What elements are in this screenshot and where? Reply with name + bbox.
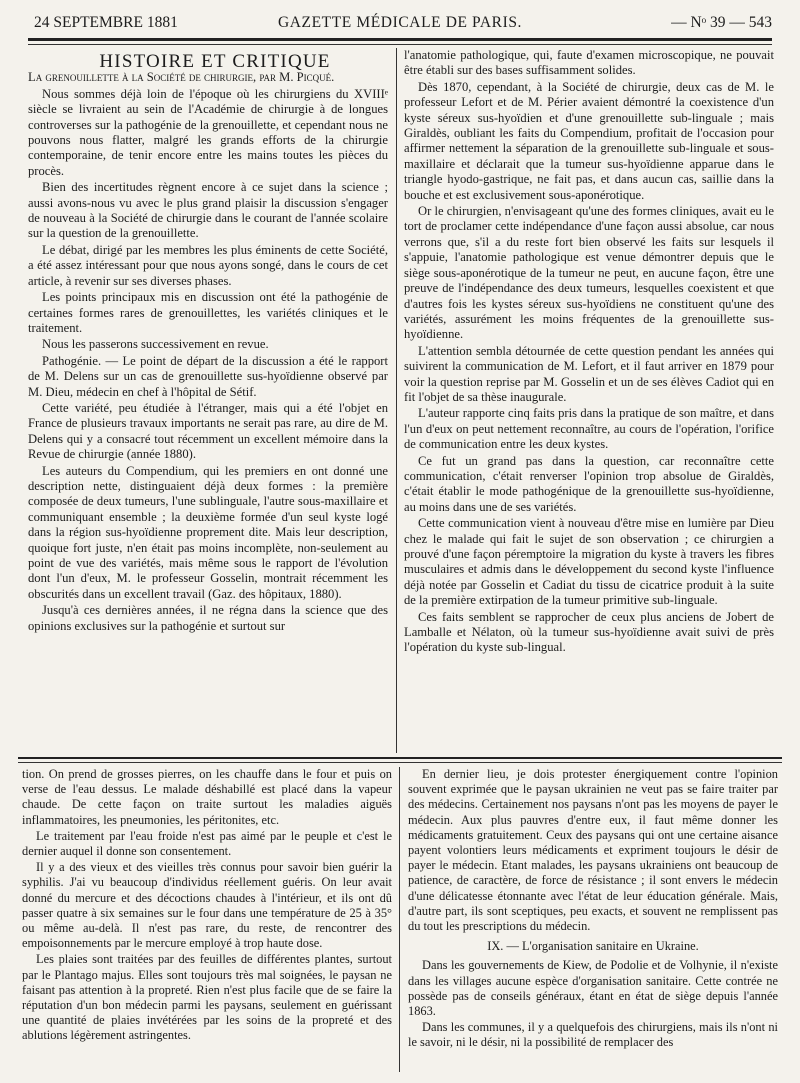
paragraph: Les points principaux mis en discussion ont été la pathogénie de certaines formes rares de grenouillettes, les variétés cliniques et le traitement. (28, 290, 388, 335)
column-top-left (28, 54, 388, 754)
paragraph: Dans les communes, il y a quelquefois des chirurgiens, mais ils n'ont ni le savoir, ni le désir, ni la possibilité de remplacer des (408, 1020, 778, 1050)
paragraph: Dès 1870, cependant, à la Société de chirurgie, deux cas de M. le professeur Lefort et de M. Périer avaient démontré la coexistence d'un kyste séreux sus-hyoïdien et d'une grenouillette sub-linguale ; mais Giraldès, oubliant les faits du Compendium, profitait de l'occasion pour affirmer nettement la séparation de la grenouillette sub-linguale et sous-maxillaire et déclarait que la tumeur sus-hyoïdienne apparue dans le triangle hyodo-gastrique, ne fait pas, et dans aucun cas, saillie dans la bouche et est exclusivement sous-aponérotique. (404, 79, 774, 202)
section-title-ix: IX. — L'organisation sanitaire en Ukraine. (487, 939, 699, 954)
section-rule-thick (18, 757, 782, 759)
header-rule-thick (28, 38, 772, 41)
column-divider-bottom (399, 767, 400, 1072)
section-heading: HISTOIRE ET CRITIQUE (99, 54, 331, 72)
column-divider-top (396, 48, 397, 753)
article-title: La grenouillette à la Société de chirurgie, par M. Picqué. (28, 70, 335, 85)
paragraph: Ces faits semblent se rapprocher de ceux plus anciens de Jobert de Lamballe et Nélaton, où la tumeur sus-hyoïdienne avait suivi de près l'opération du kyste sub-lingual. (404, 609, 774, 655)
header-rule-thin (28, 44, 772, 45)
paragraph: Nous sommes déjà loin de l'époque où les chirurgiens du XVIIIᵉ siècle se livraient au sein de l'Académie de chirurgie à de longues controverses sur la pathogénie de la grenouillette, et cependant nous ne pouvons nous flatter, malgré les grands efforts de la chirurgie contemporaine, de tenir encore entre les mains toutes les pièces du procès. (28, 86, 388, 178)
page-header (28, 10, 772, 36)
paragraph: Nous les passerons successivement en revue. (42, 337, 269, 352)
header-date: 24 SEPTEMBRE 1881 (34, 14, 178, 31)
paragraph: Cette variété, peu étudiée à l'étranger, mais qui a été l'objet en France de plusieurs travaux importants ne serait pas rare, au dire de M. Delens qui y a consacré tout récemment un excellent mémoire dans la Revue de chirurgie (année 1880). (28, 400, 388, 462)
paragraph: tion. On prend de grosses pierres, on les chauffe dans le four et puis on verse de l'eau dessus. Le malade déshabillé est placé dans la vapeur chaude. De cette façon on traite surtout les maladies aiguës inflammatoires, les pneumonies, les péritonites, etc. (22, 767, 392, 827)
paragraph: Le débat, dirigé par les membres les plus éminents de cette Société, a été assez intéressant pour que nous ayons songé, dans le cours de cet article, à revenir sur ses diverses phases. (28, 242, 388, 288)
column-bottom-left (22, 767, 392, 1072)
paragraph: L'auteur rapporte cinq faits pris dans la pratique de son maître, et dans l'un d'eux on peut nettement reconnaître, au cours de l'opération, l'orifice de communication entre les deux kystes. (404, 406, 774, 452)
header-page-number: — Nᵒ 39 — 543 (671, 14, 772, 31)
paragraph: Dans les gouvernements de Kiew, de Podolie et de Volhynie, il n'existe dans les villages aucune espèce d'organisation sanitaire. Cette contrée ne possède pas de conseils généraux, étant en état de siège depuis l'année 1863. (408, 958, 778, 1019)
paragraph: Cette communication vient à nouveau d'être mise en lumière par Dieu chez le malade qui fait le sujet de son observation ; ce chirurgien a prouvé d'une façon péremptoire la migration du kyste à travers les fibres musculaires et admis dans le développement du second kyste l'influence déjà notée par Gosselin et Cadiat du tissu de cicatrice produit à la suite de la première extirpation de la tumeur primitive sub-linguale. (404, 516, 774, 608)
paragraph: En dernier lieu, je dois protester énergiquement contre l'opinion souvent exprimée que le paysan ukrainien ne veut pas se faire traiter par des médecins. Certainement nos paysans n'ont pas les moyens de payer le médecin. Aux plus pauvres d'entre eux, il faut même donner les médicaments gratuitement. Ceux des paysans qui ont une certaine aisance payent volontiers leurs médicaments et expriment toujours le désir de payer le médecin. Etant malades, les paysans ukrainiens ont beaucoup de patience, de caractère, de force de résistance ; il sont envers le médecin d'une délicatesse étonnante avec l'état de leur éducation générale. Mais, d'autre part, ils sont sceptiques, peu exacts, et souvent ne remplissent pas du tout les prescriptions du médecin. (408, 767, 778, 934)
paragraph: Le traitement par l'eau froide n'est pas aimé par le peuple et c'est le dernier auquel il donne son consentement. (22, 828, 392, 859)
paragraph: L'attention sembla détournée de cette question pendant les années qui suivirent la communication de M. Lefort, et il faut arriver en 1879 pour voir la question reprise par M. Gosselin et un de ses élèves Cadiot qui en fit l'objet de sa thèse inaugurale. (404, 343, 774, 404)
column-top-right (404, 48, 774, 754)
paragraph: Pathogénie. — Le point de départ de la discussion a été le rapport de M. Delens sur un cas de grenouillette sus-hyoïdienne observé par M. Dieu, médecin en chef à l'hôpital de Sétif. (28, 353, 388, 399)
paragraph: Bien des incertitudes règnent encore à ce sujet dans la science ; aussi avons-nous vu avec le plus grand plaisir la discussion s'engager de nouveau à la Société de chirurgie dans le courant de l'année scolaire sur la question de la grenouillette. (28, 180, 388, 241)
column-bottom-right (408, 767, 778, 1072)
paragraph: Jusqu'à ces dernières années, il ne régna dans la science que des opinions exclusives sur la pathogénie et surtout sur (28, 603, 388, 633)
paragraph: Les plaies sont traitées par des feuilles de différentes plantes, surtout par le Plantago majus. Elles sont toujours très mal soignées, le paysan ne faisant pas attention à la propreté. Rien n'est plus facile que de se faire la réputation d'un bon médecin parmi les paysans, seulement en guérissant une quantité de plaies invétérées par les soins de la propreté et des ablutions légèrement astringentes. (22, 952, 392, 1043)
paragraph: Les auteurs du Compendium, qui les premiers en ont donné une description nette, distinguaient déjà deux formes : la première composée de deux tumeurs, l'une sublinguale, l'autre sous-maxillaire et communiquant ensemble ; la deuxième formée d'un seul kyste logé dans la région sus-hyoïdienne proprement dite. Mais leur description, quoique fort juste, n'en était pas moins incomplète, non-seulement au point de vue des variétés, mais même sous le rapport de l'évolution dont l'un d'eux, M. le professeur Gosselin, montrait récemment les obscurités dans un excellent travail (Gaz. des hôpitaux, 1880). (28, 463, 388, 601)
header-title: GAZETTE MÉDICALE DE PARIS. (277, 14, 523, 31)
paragraph: Il y a des vieux et des vieilles très connus pour savoir bien guérir la syphilis. J'ai vu beaucoup d'individus réellement guéris. On leur avait donné du mercure et des décoctions chaudes à l'intérieur, et ils ont dû passer quatre à six semaines sur le four dans une température de 25 à 35° ou même au-delà. Il n'est pas rare, du reste, de rencontrer des empoisonnements par le mercure employé à trop haute dose. (22, 860, 392, 951)
paragraph: Or le chirurgien, n'envisageant qu'une des formes cliniques, avait eu le tort de proclamer cette indépendance d'une façon aussi absolue, car nous verrons que, s'il a du reste fort bien observé les faits sur lesquels il s'appuie, l'anatomie pathologique est venue démontrer depuis que le siège sous-aponérotique de la tumeur ne peut, en aucune façon, être une preuve de l'indépendance des deux tumeurs, lesquelles coexistent et que d'autres fois les kystes séreux sus-hyoïdiens ne constituent qu'une des variétés, assurément les moins fréquentes de la grenouillette sus-hyoïdienne. (404, 204, 774, 342)
section-rule-thin (18, 762, 782, 763)
paragraph: l'anatomie pathologique, qui, faute d'examen microscopique, ne pouvait être établi sur des bases suffisamment solides. (404, 48, 774, 78)
paragraph: Ce fut un grand pas dans la question, car reconnaître cette communication, c'était renverser l'opinion trop absolue de Giraldès, c'était établir le mode pathogénique de la grenouillette sus-hyoïdienne, au moins dans une de ses variétés. (404, 453, 774, 514)
